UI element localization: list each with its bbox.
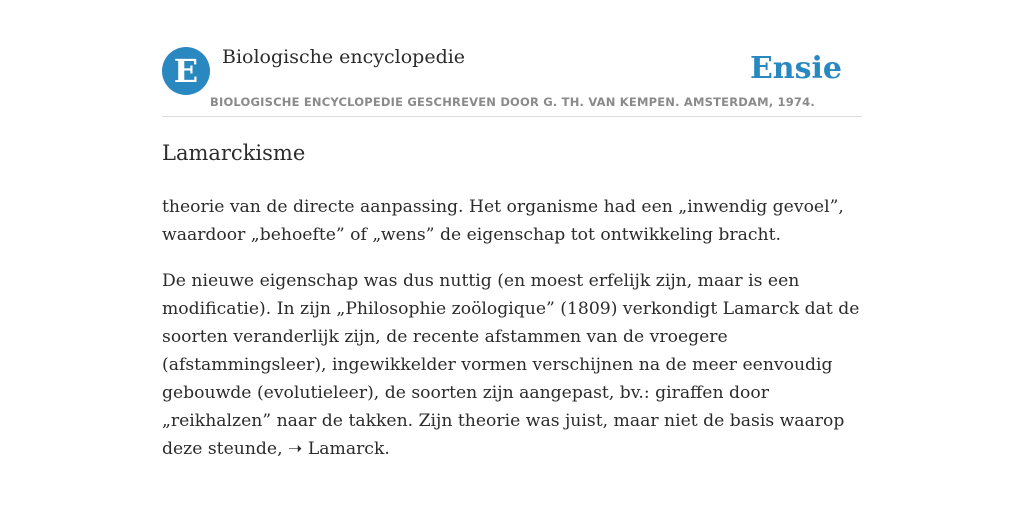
entry-title: Lamarckisme [162, 141, 306, 165]
entry-paragraph [162, 267, 862, 463]
book-logo-icon[interactable]: E [162, 47, 210, 95]
cross-reference-link[interactable]: Lamarck [307, 439, 385, 459]
book-subtitle: BIOLOGISCHE ENCYCLOPEDIE GESCHREVEN DOOR G. TH. VAN KEMPEN. AMSTERDAM, 1974. [210, 95, 815, 109]
paragraph-end: . [384, 439, 390, 459]
book-title[interactable]: Biologische encyclopedie [222, 46, 466, 68]
brand-logo[interactable]: Ensie [749, 51, 842, 86]
entry-paragraph: theorie van de directe aanpassing. Het organisme had een „inwendig gevoel”, waardoor „behoefte” of „wens” de eigenschap tot ontwikkeling bracht. [162, 197, 844, 245]
link-arrow-icon: ➝ [288, 439, 303, 459]
entry-body [162, 193, 862, 481]
header [162, 44, 862, 117]
entry-paragraph-text: De nieuwe eigenschap was dus nuttig (en moest erfelijk zijn, maar is een modificatie). In zijn „Philosophie zoölogique” (1809) verkondigt Lamarck dat de soorten veranderlijk zijn, de recente afstammen van de vroegere (afstammingsleer), ingewikkelder vormen verschijnen na de meer eenvoudig gebouwde (evolutieleer), de soorten zijn aangepast, bv.: giraffen door „reikhalzen” naar de takken. Zijn theorie was juist, maar niet de basis waarop deze steunde, [162, 271, 860, 459]
